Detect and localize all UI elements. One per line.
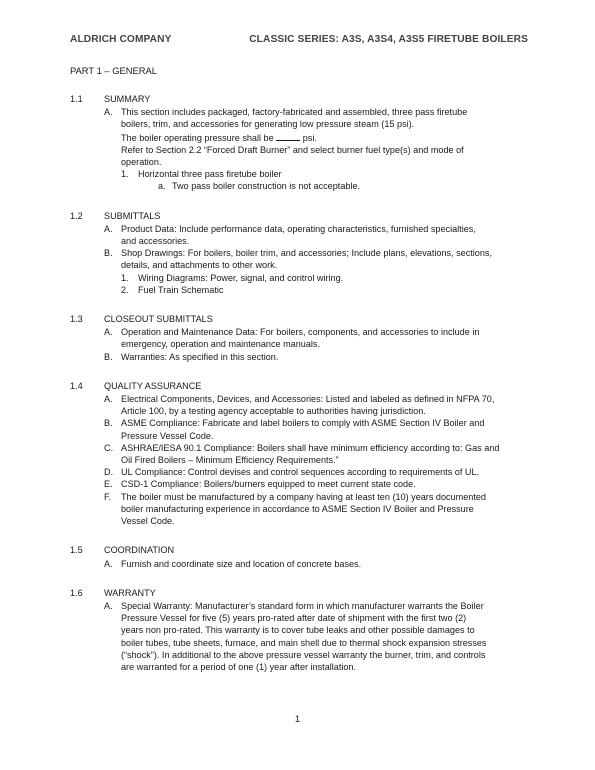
list-item: [104, 223, 530, 247]
item-label: C.: [104, 442, 114, 453]
section-coordination: [70, 544, 530, 569]
item-label: 2.: [121, 284, 129, 295]
item-label: E.: [104, 479, 113, 490]
text-line: This section includes packaged, factory-fabricated and assembled, three pass firetube: [121, 107, 468, 118]
section-number: 1.6: [70, 587, 83, 598]
text-line: Two pass boiler construction is not acceptable.: [172, 181, 361, 192]
text-line: Electrical Components, Devices, and Accessories: Listed and labeled as defined in NFPA 70,: [121, 394, 495, 405]
item-label: a.: [158, 181, 166, 192]
list-subsubitem: [158, 180, 530, 192]
text-line: boiler tubes, tube sheets, furnace, and main shell due to thermal shock expansion stresses: [121, 637, 487, 648]
text-fragment: psi.: [302, 132, 317, 143]
text-line: CSD-1 Compliance: Boilers/burners equipped to meet current state code.: [121, 479, 416, 490]
list-item: [104, 247, 530, 271]
pressure-blank: [276, 131, 300, 141]
text-line: Shop Drawings: For boilers, boiler trim, and accessories; Include plans, elevations, sections,: [121, 248, 492, 259]
text-line: are warranted for a period of one (1) year after installation.: [121, 661, 357, 672]
section-title: SUBMITTALS: [104, 210, 161, 221]
list-subitem: [121, 284, 530, 296]
text-line: details, and attachments to other work.: [121, 260, 278, 271]
text-line: Oil Fired Boilers – Minimum Efficiency Requirements.”: [121, 455, 339, 466]
text-line: Pressure Vessel Code.: [121, 430, 214, 441]
item-label: D.: [104, 467, 114, 478]
item-label: 1.: [121, 272, 129, 283]
header-series: CLASSIC SERIES: A3S, A3S4, A3S5 FIRETUBE BOILERS: [249, 34, 528, 45]
item-label: A.: [104, 223, 113, 234]
section-title: COORDINATION: [104, 545, 175, 556]
section-number: 1.3: [70, 314, 83, 325]
text-fragment: The boiler operating pressure shall be: [121, 132, 274, 143]
item-label: F.: [104, 491, 112, 502]
page-number: 1: [294, 713, 301, 724]
text-line: Article 100, by a testing agency acceptable to authorities having jurisdiction.: [121, 406, 426, 417]
item-label: 1.: [121, 169, 129, 180]
text-line: Warranties: As specified in this section.: [121, 351, 279, 362]
list-item: [104, 558, 530, 570]
header-company: ALDRICH COMPANY: [70, 34, 172, 45]
text-line: boilers, trim, and accessories for generating low pressure steam (15 psi).: [121, 119, 415, 130]
list-subitem: [121, 272, 530, 284]
list-item: [104, 491, 530, 528]
list-item: [104, 417, 530, 441]
section-closeout-submittals: [70, 313, 530, 363]
text-line: ASHRAE/IESA 90.1 Compliance: Boilers shall have minimum efficiency according to: Gas and: [121, 442, 500, 453]
item-label: A.: [104, 107, 113, 118]
item-label: B.: [104, 248, 113, 259]
list-item: [104, 326, 530, 350]
text-line: Horizontal three pass firetube boiler: [138, 169, 282, 180]
text-line: Wiring Diagrams: Power, signal, and control wiring.: [138, 272, 344, 283]
text-line: Operation and Maintenance Data: For boilers, components, and accessories to include in: [121, 327, 480, 338]
section-number: 1.2: [70, 210, 83, 221]
text-line: ASME Compliance: Fabricate and label boilers to comply with ASME Section IV Boiler and: [121, 418, 485, 429]
text-line: Special Warranty: Manufacturer’s standard form in which manufacturer warrants the Boiler: [121, 600, 484, 611]
item-label: A.: [104, 558, 113, 569]
list-item: [104, 478, 530, 490]
text-line: Furnish and coordinate size and location of concrete bases.: [121, 558, 362, 569]
text-line: boiler manufacturing experience in accordance to ASME Section IV Boiler and Pressure: [121, 503, 474, 514]
text-line: UL Compliance: Control devises and control sequences according to requirements of UL.: [121, 467, 480, 478]
list-item: [104, 351, 530, 363]
list-item: [104, 466, 530, 478]
list-item: [104, 600, 530, 673]
text-line: Pressure Vessel for five (5) years pro-rated after date of shipment with the first two (2): [121, 613, 467, 624]
section-summary: [70, 93, 530, 193]
text-line: years non pro-rated. This warranty is to cover tube leaks and other possible damages to: [121, 625, 475, 636]
text-line: [121, 131, 530, 144]
section-quality-assurance: [70, 380, 530, 527]
text-line: operation.: [121, 157, 162, 168]
section-title: WARRANTY: [104, 587, 156, 598]
section-title: CLOSEOUT SUBMITTALS: [104, 314, 213, 325]
item-label: A.: [104, 327, 113, 338]
section-number: 1.5: [70, 545, 83, 556]
section-title: SUMMARY: [104, 94, 151, 104]
item-label: B.: [104, 351, 113, 362]
list-subitem: [121, 168, 530, 180]
section-number: 1.1: [70, 94, 83, 104]
section-warranty: [70, 587, 530, 673]
text-line: Refer to Section 2.2 “Forced Draft Burner” and select burner fuel type(s) and mode of: [121, 144, 464, 155]
text-line: Vessel Code.: [121, 516, 175, 527]
part-title: PART 1 – GENERAL: [70, 65, 158, 76]
text-line: emergency, operation and maintenance manuals.: [121, 339, 321, 350]
section-title: QUALITY ASSURANCE: [104, 380, 202, 391]
item-label: B.: [104, 418, 113, 429]
list-item: [104, 393, 530, 417]
item-label: A.: [104, 600, 113, 611]
text-line: Product Data: Include performance data, operating characteristics, furnished specialties,: [121, 223, 476, 234]
text-line: (“shock”). In additional to the above pressure vessel warranty the burner, trim, and controls: [121, 649, 486, 660]
list-item: [104, 106, 530, 168]
text-line: and accessories.: [121, 236, 190, 247]
item-label: A.: [104, 394, 113, 405]
document-body: [70, 93, 530, 690]
text-line: Fuel Train Schematic: [138, 284, 224, 295]
list-item: [104, 442, 530, 466]
section-submittals: [70, 210, 530, 296]
text-line: The boiler must be manufactured by a company having at least ten (10) years documented: [121, 491, 486, 502]
section-number: 1.4: [70, 380, 83, 391]
